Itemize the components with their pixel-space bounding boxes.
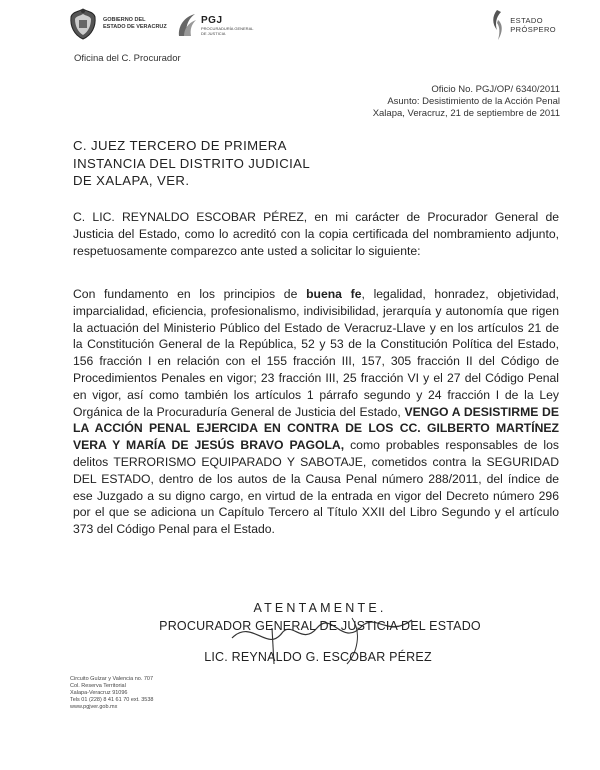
pgj-subtitle-2: DE JUSTICIA (201, 30, 226, 36)
p2-text-b: , legalidad, honradez, objetividad, imparcialidad, eficiencia, profesionalismo, indivisibilidad, jerarquía y autonomía que rigen la actuación del Ministerio Público del Estado de Veracruz-Llave y en los artículos 21 de la Constitución General de la República, 52 y 53 de la Constitución Política del Estado, 156 fracción I en relación con el 155 fracción III, 157, 305 fracción II del Código de Procedimientos Penales en vigor; 23 fracción III, 25 fracción VI y el 27 del Código Penal en vigor, así como también los artículos 1 párrafo segundo y 24 fracción I de la Ley Orgánica de la Procuraduría General de Justicia del Estado, (73, 287, 559, 419)
addressee-line-3: DE XALAPA, VER. (73, 173, 190, 188)
government-logo (68, 8, 167, 40)
pgj-logo (176, 12, 253, 38)
reference-block (373, 84, 560, 120)
asunto: Asunto: Desistimiento de la Acción Penal (387, 96, 560, 107)
p2-text-a: Con fundamento en los principios de (73, 287, 307, 301)
estado-leaf-icon (489, 8, 505, 42)
body-paragraph-2 (73, 286, 559, 538)
government-text (103, 17, 167, 31)
place-date: Xalapa, Veracruz, 21 de septiembre de 2011 (372, 108, 560, 119)
footer-line-3: Xalapa-Veracruz 91096 (70, 690, 128, 696)
gov-line-1: GOBIERNO DEL (103, 17, 146, 23)
footer-line-2: Col. Reserva Territorial (70, 683, 126, 689)
gov-line-2: ESTADO DE VERACRUZ (103, 24, 167, 30)
pgj-title: PGJ (201, 14, 223, 26)
pgj-subtitle-1: PROCURADURÍA GENERAL (201, 25, 254, 31)
footer-address (70, 676, 153, 711)
addressee-line-1: C. JUEZ TERCERO DE PRIMERA (73, 138, 287, 153)
state-seal-icon (68, 8, 98, 40)
body-paragraph-1: C. LIC. REYNALDO ESCOBAR PÉREZ, en mi carácter de Procurador General de Justicia del Estado, como lo acreditó con la copia certificada del nombramiento adjunto, respetuosamente comparezco ante usted a solicitar lo siguiente: (73, 210, 559, 258)
p2-bold-buena-fe: buena fe (306, 287, 362, 301)
signer-role: PROCURADOR GENERAL DE JUSTICIA DEL ESTADO (159, 619, 481, 633)
pgj-swirl-icon (176, 12, 198, 38)
footer-line-1: Circuito Guízar y Valencia no. 707 (70, 676, 154, 682)
closing-atentamente: ATENTAMENTE. (253, 601, 387, 615)
office-name: Oficina del C. Procurador (74, 53, 181, 64)
p2-bold-desistimiento: VENGO A DESISTIRME DE LA ACCIÓN PENAL EJERCIDA EN CONTRA DE LOS CC. GILBERTO MARTÍNEZ VERA Y MARÍA DE JESÚS BRAVO PAGOLA, (73, 404, 559, 453)
oficio-number: Oficio No. PGJ/OP/ 6340/2011 (431, 84, 560, 95)
estado-line-2: PRÓSPERO (510, 25, 556, 34)
footer-website: www.pgjver.gob.mx (70, 704, 118, 710)
addressee-line-2: INSTANCIA DEL DISTRITO JUDICIAL (73, 155, 311, 171)
estado-prospero-logo (489, 8, 556, 42)
addressee-block (73, 137, 310, 190)
estado-line-1: ESTADO (510, 16, 543, 25)
p2-text-c: como probables responsables de los delitos TERRORISMO EQUIPARADO Y SABOTAJE, cometidos contra la SEGURIDAD DEL ESTADO, dentro de los autos de la Causa Penal número 288/2011, del índice de ese Juzgado a su digno cargo, en virtud de la entrada en vigor del Decreto número 296 por el que se adiciona un Capítulo Tercero al Título XXII del Libro Segundo y el artículo 373 del Código Penal para el Estado. (73, 438, 559, 537)
signer-name: LIC. REYNALDO G. ESCOBAR PÉREZ (204, 650, 432, 664)
footer-line-4: Tels 01 (228) 8 41 61 70 ext. 3538 (70, 697, 154, 703)
